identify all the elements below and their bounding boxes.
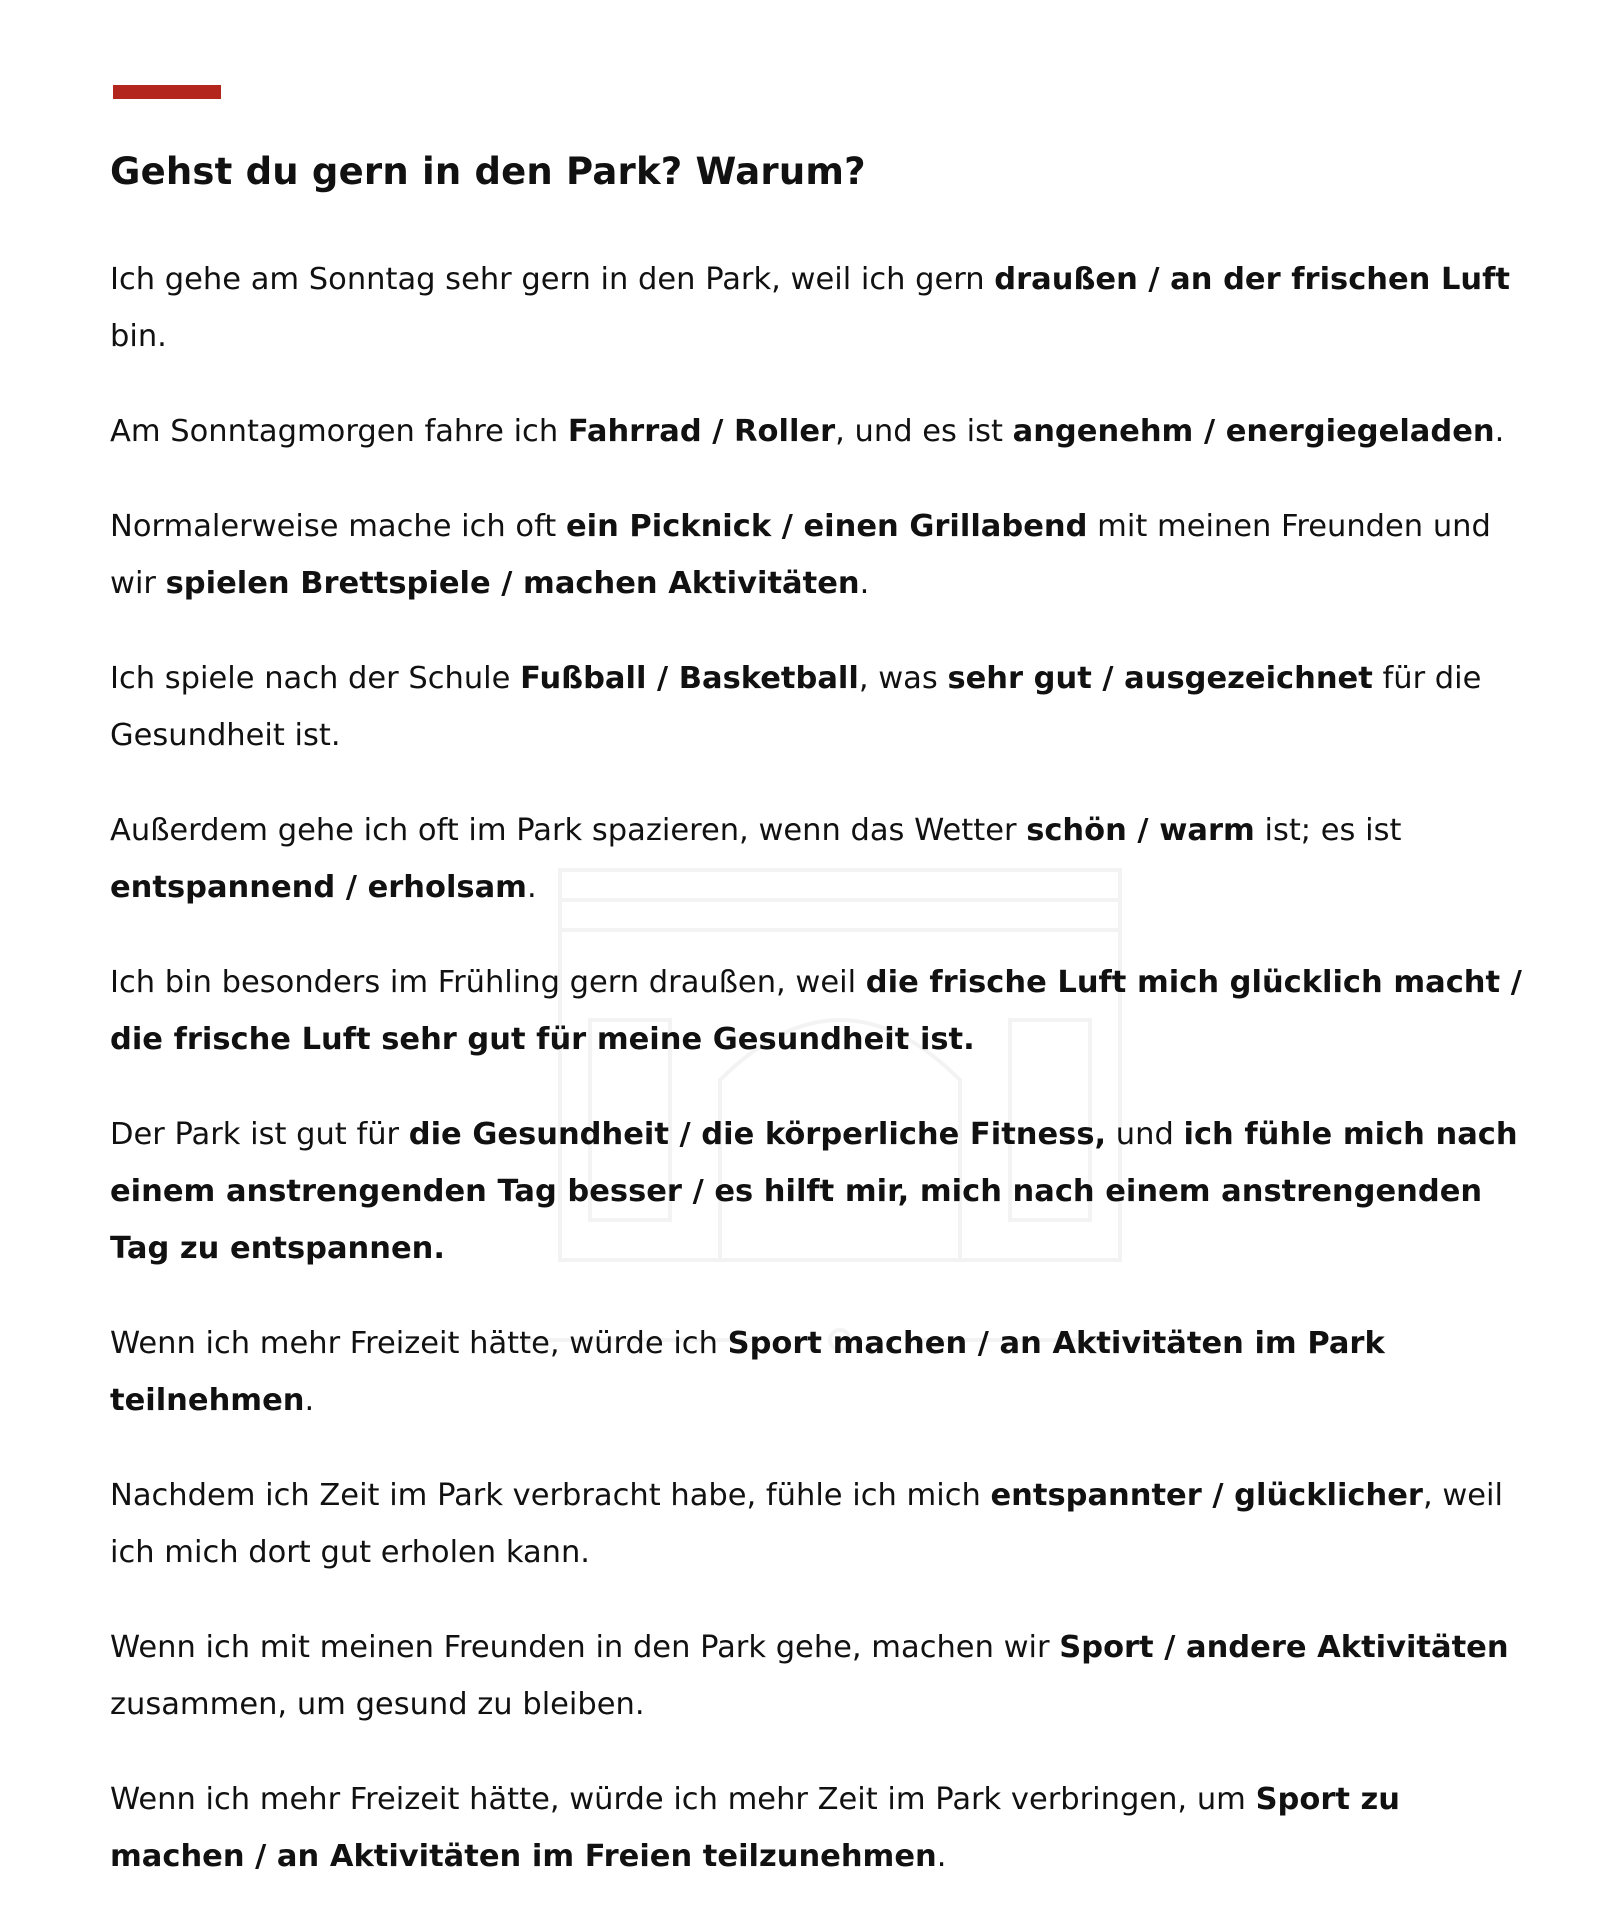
paragraph — [110, 650, 1530, 764]
sentence-text: Wenn ich mehr Freizeit hätte, würde ich mehr Zeit im Park verbringen, um — [110, 1782, 1256, 1817]
sentence-text: . — [526, 870, 537, 905]
sentence-text: Außerdem gehe ich oft im Park spazieren, wenn das Wetter — [110, 813, 1027, 848]
sentence-text: , und es ist — [835, 414, 1013, 449]
sentence-text: Ich spiele nach der Schule — [110, 661, 521, 696]
page-title: Gehst du gern in den Park? Warum? — [110, 150, 866, 193]
sentence-text: zusammen, um gesund zu bleiben. — [110, 1687, 645, 1722]
paragraph — [110, 802, 1530, 916]
accent-bar — [113, 85, 221, 99]
answer-option-text: spielen Brettspiele / machen Aktivitäten — [165, 566, 860, 601]
paragraph — [110, 1467, 1530, 1581]
sentence-text: und — [1106, 1117, 1184, 1152]
sentence-text: Wenn ich mit meinen Freunden in den Park gehe, machen wir — [110, 1630, 1060, 1665]
answer-option-text: draußen / an der frischen Luft — [994, 262, 1510, 297]
sentence-text: . — [1494, 414, 1505, 449]
answer-option-text: die Gesundheit / die körperliche Fitness, — [408, 1117, 1107, 1152]
sentence-text: ist; es ist — [1254, 813, 1402, 848]
paragraph — [110, 1771, 1530, 1885]
paragraph — [110, 1106, 1530, 1277]
answer-option-text: angenehm / energiegeladen — [1012, 414, 1495, 449]
answer-option-text: Sport / andere Aktivitäten — [1059, 1630, 1509, 1665]
paragraph — [110, 954, 1530, 1068]
sentence-text: Am Sonntagmorgen fahre ich — [110, 414, 568, 449]
answer-option-text: ich fühle mich nach einem anstrengenden Tag besser / es hilft mir, mich nach einem anstrengenden Tag zu entspannen. — [110, 1117, 1518, 1266]
answer-option-text: die frische Luft mich glücklich macht / die frische Luft sehr gut für meine Gesundheit ist. — [110, 965, 1522, 1057]
answer-option-text: Sport machen / an Aktivitäten im Park teilnehmen — [110, 1326, 1385, 1418]
sentence-text: Nachdem ich Zeit im Park verbracht habe, fühle ich mich — [110, 1478, 991, 1513]
sentence-text: mit meinen Freunden und wir — [110, 509, 1491, 601]
sentence-text: für die Gesundheit ist. — [110, 661, 1482, 753]
answer-option-text: Fußball / Basketball — [520, 661, 859, 696]
sentence-text: , weil ich mich dort gut erholen kann. — [110, 1478, 1504, 1570]
answer-option-text: sehr gut / ausgezeichnet — [947, 661, 1373, 696]
sentence-text: . — [304, 1383, 315, 1418]
paragraph — [110, 1619, 1530, 1733]
answer-option-text: entspannend / erholsam — [110, 870, 527, 905]
paragraph — [110, 251, 1530, 365]
sentence-text: , was — [858, 661, 948, 696]
paragraph — [110, 1315, 1530, 1429]
sentence-text: . — [936, 1839, 947, 1874]
paragraph — [110, 403, 1530, 460]
answer-option-text: Sport zu machen / an Aktivitäten im Freien teilzunehmen — [110, 1782, 1401, 1874]
answer-option-text: Fahrrad / Roller — [567, 414, 836, 449]
answer-option-text: schön / warm — [1026, 813, 1255, 848]
answer-text — [110, 251, 1530, 1923]
sentence-text: bin. — [110, 319, 167, 354]
sentence-text: Normalerweise mache ich oft — [110, 509, 566, 544]
answer-option-text: ein Picknick / einen Grillabend — [565, 509, 1088, 544]
sentence-text: Ich gehe am Sonntag sehr gern in den Park, weil ich gern — [110, 262, 995, 297]
sentence-text: . — [859, 566, 870, 601]
sentence-text: Der Park ist gut für — [110, 1117, 409, 1152]
paragraph — [110, 498, 1530, 612]
sentence-text: Ich bin besonders im Frühling gern draußen, weil — [110, 965, 866, 1000]
answer-option-text: entspannter / glücklicher — [990, 1478, 1423, 1513]
sentence-text: Wenn ich mehr Freizeit hätte, würde ich — [110, 1326, 728, 1361]
